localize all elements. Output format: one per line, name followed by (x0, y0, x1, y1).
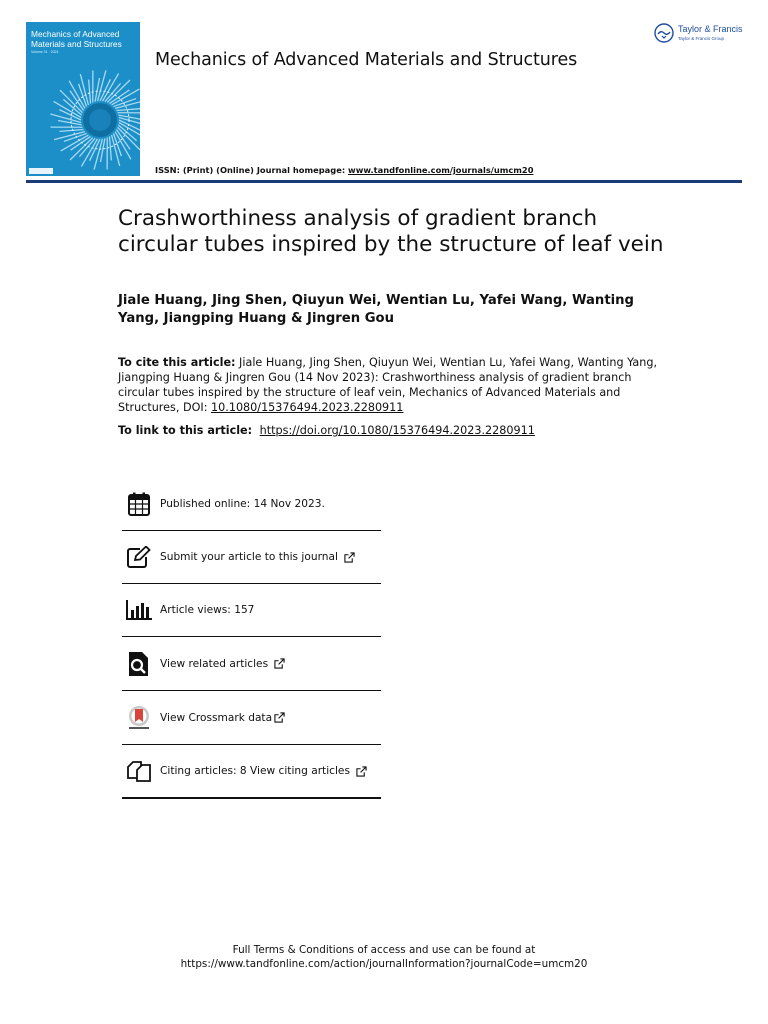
crossmark-text: View Crossmark data (160, 711, 273, 724)
external-link-icon (274, 658, 285, 669)
crossmark-row[interactable] (122, 691, 381, 745)
external-link-icon (344, 552, 355, 563)
edit-icon (124, 546, 154, 568)
issn-text: ISSN: (Print) (Online) Journal homepage: (155, 165, 349, 175)
footer-terms-link[interactable]: https://www.tandfonline.com/action/journalInformation?journalCode=umcm20 (180, 958, 588, 970)
views-row (122, 584, 381, 637)
views-text: Article views: 157 (160, 604, 255, 616)
article-info-list (122, 478, 381, 799)
published-text: Published online: 14 Nov 2023. (160, 498, 325, 510)
citing-articles-icon (124, 759, 154, 783)
article-link-block (118, 424, 535, 437)
related-link[interactable] (160, 658, 285, 670)
published-row (122, 478, 381, 531)
related-articles-icon (124, 652, 154, 676)
external-link-icon (356, 766, 367, 777)
doi-link[interactable]: 10.1080/15376494.2023.2280911 (211, 401, 404, 414)
crossmark-link[interactable] (160, 712, 285, 724)
link-label: To link to this article: (118, 424, 253, 437)
submit-text: Submit your article to this journal (160, 551, 338, 563)
journal-cover-image (26, 22, 140, 176)
journal-homepage-link[interactable]: www.tandfonline.com/journals/umcm20 (348, 165, 534, 175)
publisher-logo[interactable] (654, 22, 746, 48)
header-divider (26, 180, 742, 183)
citing-link[interactable] (160, 765, 367, 777)
calendar-icon (124, 492, 154, 516)
cover-title: Mechanics of Advanced Materials and Structures (31, 29, 122, 49)
publisher-name: Taylor & Francis (678, 24, 743, 34)
related-text: View related articles (160, 657, 269, 670)
cover-volume: Volume 31 · 2024 (31, 50, 59, 54)
submit-row[interactable] (122, 531, 381, 584)
footer-terms (0, 943, 768, 971)
external-link-icon (274, 712, 285, 723)
submit-link[interactable] (160, 551, 355, 563)
issn-line (155, 165, 533, 175)
cite-label: To cite this article: (118, 356, 236, 369)
citation-block (118, 355, 658, 415)
cover-flower-graphic (44, 64, 140, 176)
cite-text: Jiale Huang, Jing Shen, Qiuyun Wei, Wentian Lu, Yafei Wang, Wanting Yang, Jiangping Huang & Jingren Gou (14 Nov 2023): Crashworthiness analysis of gradient branch circular tubes inspired by the structure of leaf vein, Mechanics of Advanced Materials and Structures, DOI: (118, 356, 658, 414)
bar-chart-icon (124, 600, 154, 620)
article-url-link[interactable]: https://doi.org/10.1080/15376494.2023.2280911 (259, 424, 535, 437)
journal-name: Mechanics of Advanced Materials and Structures (155, 50, 578, 70)
related-row[interactable] (122, 637, 381, 691)
article-title: Crashworthiness analysis of gradient branch circular tubes inspired by the structure of leaf vein (118, 206, 664, 257)
crossmark-icon (124, 705, 154, 731)
citing-row[interactable] (122, 745, 381, 799)
footer-line-1: Full Terms & Conditions of access and use can be found at (232, 944, 536, 956)
cover-footer-block (29, 168, 53, 174)
publisher-logo-icon (654, 23, 674, 43)
citing-text: Citing articles: 8 View citing articles (160, 765, 350, 777)
article-authors: Jiale Huang, Jing Shen, Qiuyun Wei, Wentian Lu, Yafei Wang, Wanting Yang, Jiangping Huang & Jingren Gou (118, 293, 634, 326)
publisher-group: Taylor & Francis Group (678, 36, 725, 41)
